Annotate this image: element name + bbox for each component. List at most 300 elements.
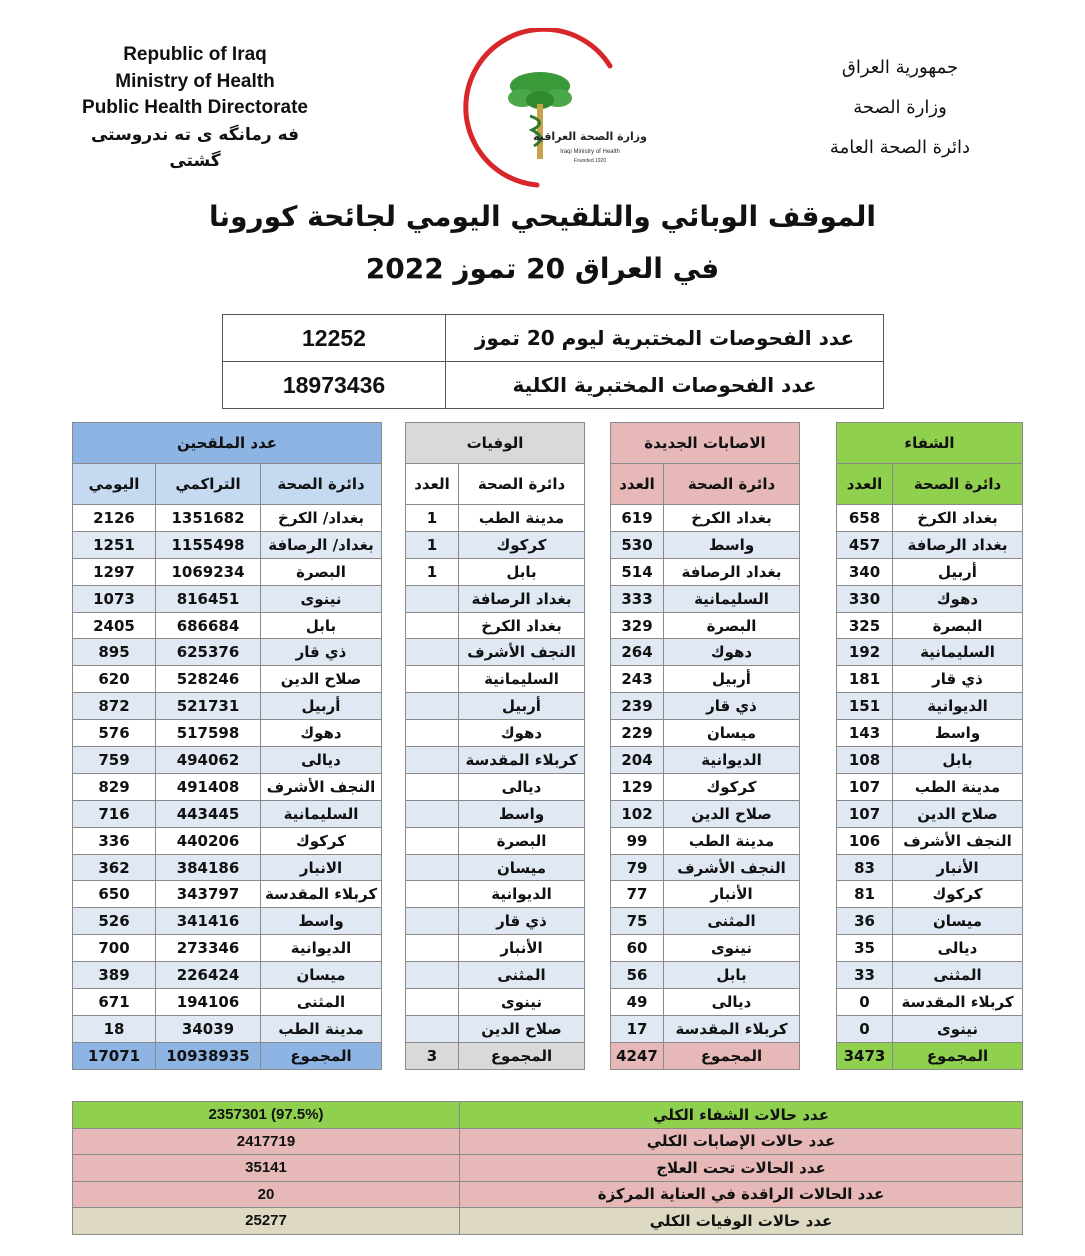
table-row [406, 558, 585, 585]
count-cell: 204 [611, 747, 664, 774]
count-cell: 229 [611, 720, 664, 747]
recovery-table [836, 422, 1023, 1070]
arabic-header [810, 48, 990, 168]
count-cell [406, 935, 459, 962]
dept-cell: واسط [893, 720, 1023, 747]
vaccinated-table [72, 422, 382, 1070]
dept-cell: نينوى [459, 989, 585, 1016]
count-cell: 1 [406, 505, 459, 532]
count-cell: 35 [837, 935, 893, 962]
col-cumulative: التراكمي [156, 464, 261, 505]
count-cell [406, 747, 459, 774]
summary-table [72, 1101, 1023, 1235]
daily-cell: 829 [73, 773, 156, 800]
dept-cell: المثنى [664, 908, 800, 935]
dept-cell: ذي قار [261, 639, 382, 666]
count-cell [406, 585, 459, 612]
page-subtitle: في العراق 20 تموز 2022 [365, 252, 720, 285]
summary-value: 35141 [73, 1155, 460, 1182]
dept-cell: مدينة الطب [261, 1015, 382, 1042]
lab-tests-table [222, 314, 884, 409]
dept-cell: الديوانية [261, 935, 382, 962]
english-header-line: Public Health Directorate [82, 97, 308, 118]
dept-cell: مدينة الطب [459, 505, 585, 532]
summary-label: عدد حالات الشفاء الكلي [460, 1102, 1023, 1129]
table-row [406, 720, 585, 747]
dept-cell: المثنى [459, 962, 585, 989]
cumulative-cell: 384186 [156, 854, 261, 881]
dept-cell: بابل [459, 558, 585, 585]
col-count: العدد [406, 464, 459, 505]
dept-cell: واسط [459, 800, 585, 827]
table-row [837, 666, 1023, 693]
table-row [837, 612, 1023, 639]
dept-cell: صلاح الدين [893, 800, 1023, 827]
table-row [837, 962, 1023, 989]
table-row [837, 854, 1023, 881]
count-cell: 0 [837, 1015, 893, 1042]
total-label: المجموع [893, 1042, 1023, 1069]
dept-cell: النجف الأشرف [459, 639, 585, 666]
table-row [406, 639, 585, 666]
table-row [611, 881, 800, 908]
dept-cell: السليمانية [664, 585, 800, 612]
table-row [837, 639, 1023, 666]
table-row [611, 800, 800, 827]
dept-cell: ميسان [261, 962, 382, 989]
table-row [837, 558, 1023, 585]
table-row [406, 773, 585, 800]
summary-value: 2357301 (97.5%) [73, 1102, 460, 1129]
table-row [406, 881, 585, 908]
arabic-header-line: وزارة الصحة [853, 97, 947, 118]
total-label: المجموع [664, 1042, 800, 1069]
total-label: المجموع [261, 1042, 382, 1069]
english-header-line: Ministry of Health [115, 70, 275, 92]
count-cell [406, 800, 459, 827]
count-cell: 49 [611, 989, 664, 1016]
count-cell: 239 [611, 693, 664, 720]
count-cell: 108 [837, 747, 893, 774]
dept-cell: ديالى [893, 935, 1023, 962]
dept-cell: كربلاء المقدسة [893, 989, 1023, 1016]
count-cell: 81 [837, 881, 893, 908]
summary-row [73, 1181, 1023, 1208]
cumulative-cell: 341416 [156, 908, 261, 935]
table-row [73, 747, 382, 774]
table-row [611, 1015, 800, 1042]
summary-label: عدد حالات الوفيات الكلي [460, 1208, 1023, 1235]
summary-value: 25277 [73, 1208, 460, 1235]
table-row [837, 1015, 1023, 1042]
table-row [611, 639, 800, 666]
count-cell: 129 [611, 773, 664, 800]
count-cell: 106 [837, 827, 893, 854]
dept-cell: النجف الأشرف [261, 773, 382, 800]
daily-cell: 1073 [73, 585, 156, 612]
count-cell [406, 854, 459, 881]
table-row [837, 881, 1023, 908]
summary-label: عدد الحالات تحت العلاج [460, 1155, 1023, 1182]
dept-cell: أربيل [664, 666, 800, 693]
count-cell: 329 [611, 612, 664, 639]
cumulative-cell: 816451 [156, 585, 261, 612]
col-count: العدد [837, 464, 893, 505]
table-row [611, 720, 800, 747]
table-row [73, 800, 382, 827]
dept-cell: ديالى [664, 989, 800, 1016]
col-daily: اليومي [73, 464, 156, 505]
table-row [837, 935, 1023, 962]
count-cell: 36 [837, 908, 893, 935]
summary-row [73, 1208, 1023, 1235]
dept-cell: السليمانية [893, 639, 1023, 666]
table-row [73, 585, 382, 612]
count-cell: 243 [611, 666, 664, 693]
dept-cell: كركوك [459, 531, 585, 558]
daily-cell: 716 [73, 800, 156, 827]
dept-cell: ميسان [664, 720, 800, 747]
table-row [611, 854, 800, 881]
table-row [611, 505, 800, 532]
dept-cell: بغداد الرصافة [664, 558, 800, 585]
count-cell: 330 [837, 585, 893, 612]
table-row [837, 747, 1023, 774]
dept-cell: النجف الأشرف [664, 854, 800, 881]
count-cell: 658 [837, 505, 893, 532]
table-row [837, 693, 1023, 720]
table-row [406, 693, 585, 720]
summary-value: 20 [73, 1181, 460, 1208]
deaths-table [405, 422, 585, 1070]
dept-cell: ميسان [459, 854, 585, 881]
dept-cell: بغداد الرصافة [459, 585, 585, 612]
cumulative-cell: 194106 [156, 989, 261, 1016]
count-cell: 333 [611, 585, 664, 612]
total-tests-row [223, 362, 884, 409]
cumulative-cell: 521731 [156, 693, 261, 720]
cumulative-cell: 494062 [156, 747, 261, 774]
dept-cell: صلاح الدين [459, 1015, 585, 1042]
col-dept: دائرة الصحة [459, 464, 585, 505]
col-dept: دائرة الصحة [664, 464, 800, 505]
count-cell: 0 [837, 989, 893, 1016]
ministry-logo [462, 28, 647, 188]
table-row [406, 612, 585, 639]
table-row [611, 773, 800, 800]
dept-cell: بغداد/ الرصافة [261, 531, 382, 558]
dept-cell: كربلاء المقدسة [664, 1015, 800, 1042]
summary-row [73, 1155, 1023, 1182]
summary-row [73, 1128, 1023, 1155]
total-label: المجموع [459, 1042, 585, 1069]
count-cell [406, 1015, 459, 1042]
total-daily: 17071 [73, 1042, 156, 1069]
dept-cell: الأنبار [459, 935, 585, 962]
count-cell: 1 [406, 558, 459, 585]
table-row [406, 585, 585, 612]
dept-cell: البصرة [459, 827, 585, 854]
daily-cell: 671 [73, 989, 156, 1016]
kurdish-header-line: فه رمانگه ی ته ندروستی گشتی [90, 124, 300, 171]
table-row [73, 908, 382, 935]
count-cell: 457 [837, 531, 893, 558]
daily-cell: 895 [73, 639, 156, 666]
arabic-header-line: دائرة الصحة العامة [829, 137, 971, 158]
table-row [611, 935, 800, 962]
table-row [611, 666, 800, 693]
count-cell [406, 827, 459, 854]
daily-cell: 620 [73, 666, 156, 693]
dept-cell: صلاح الدين [261, 666, 382, 693]
count-cell: 181 [837, 666, 893, 693]
table-row [611, 558, 800, 585]
summary-label: عدد حالات الإصابات الكلي [460, 1128, 1023, 1155]
logo-text-en: Iraqi Ministry of Health [560, 149, 620, 155]
cumulative-cell: 491408 [156, 773, 261, 800]
table-row [611, 962, 800, 989]
dept-cell: نينوى [893, 1015, 1023, 1042]
new-cases-table [610, 422, 800, 1070]
dept-cell: ذي قار [459, 908, 585, 935]
recovery-title: الشفاء [837, 423, 1023, 464]
dept-cell: دهوك [459, 720, 585, 747]
dept-cell: ديالى [459, 773, 585, 800]
count-cell: 264 [611, 639, 664, 666]
table-row [837, 531, 1023, 558]
summary-value: 2417719 [73, 1128, 460, 1155]
dept-cell: نينوى [664, 935, 800, 962]
count-cell [406, 881, 459, 908]
table-row [611, 827, 800, 854]
logo-text: وزارة الصحة العراقية [533, 130, 647, 143]
dept-cell: ذي قار [664, 693, 800, 720]
table-row [611, 693, 800, 720]
count-cell: 83 [837, 854, 893, 881]
daily-cell: 872 [73, 693, 156, 720]
total-cumulative: 10938935 [156, 1042, 261, 1069]
table-row [73, 720, 382, 747]
table-row [73, 989, 382, 1016]
dept-cell: مدينة الطب [893, 773, 1023, 800]
daily-tests-label: عدد الفحوصات المختبرية ليوم 20 تموز [446, 315, 884, 362]
table-row [611, 531, 800, 558]
dept-cell: المثنى [261, 989, 382, 1016]
daily-cell: 526 [73, 908, 156, 935]
table-row [611, 585, 800, 612]
english-header [70, 42, 320, 175]
dept-cell: أربيل [893, 558, 1023, 585]
table-row [406, 666, 585, 693]
table-row [73, 531, 382, 558]
dept-cell: البصرة [893, 612, 1023, 639]
table-row [406, 505, 585, 532]
dept-cell: كربلاء المقدسة [261, 881, 382, 908]
cumulative-cell: 443445 [156, 800, 261, 827]
daily-cell: 650 [73, 881, 156, 908]
count-cell: 1 [406, 531, 459, 558]
table-row [837, 585, 1023, 612]
dept-cell: بغداد الكرخ [459, 612, 585, 639]
total-cases: 4247 [611, 1042, 664, 1069]
table-row [406, 908, 585, 935]
count-cell: 56 [611, 962, 664, 989]
table-row [837, 908, 1023, 935]
dept-cell: نينوى [261, 585, 382, 612]
cumulative-cell: 625376 [156, 639, 261, 666]
table-row [73, 612, 382, 639]
table-row [73, 854, 382, 881]
count-cell: 79 [611, 854, 664, 881]
total-recovery: 3473 [837, 1042, 893, 1069]
table-row [611, 747, 800, 774]
table-row [837, 989, 1023, 1016]
dept-cell: ميسان [893, 908, 1023, 935]
count-cell: 60 [611, 935, 664, 962]
summary-row [73, 1102, 1023, 1129]
table-row [406, 1015, 585, 1042]
table-row [837, 720, 1023, 747]
table-row [73, 558, 382, 585]
count-cell [406, 773, 459, 800]
dept-cell: أربيل [261, 693, 382, 720]
daily-cell: 389 [73, 962, 156, 989]
daily-cell: 336 [73, 827, 156, 854]
daily-cell: 759 [73, 747, 156, 774]
count-cell: 102 [611, 800, 664, 827]
arabic-header-line: جمهورية العراق [841, 57, 959, 78]
col-dept: دائرة الصحة [893, 464, 1023, 505]
total-tests-label: عدد الفحوصات المختبرية الكلية [446, 362, 884, 409]
daily-cell: 1251 [73, 531, 156, 558]
table-row [73, 693, 382, 720]
dept-cell: بابل [893, 747, 1023, 774]
cumulative-cell: 1351682 [156, 505, 261, 532]
cumulative-cell: 34039 [156, 1015, 261, 1042]
dept-cell: كركوك [261, 827, 382, 854]
count-cell [406, 693, 459, 720]
daily-cell: 700 [73, 935, 156, 962]
dept-cell: الديوانية [893, 693, 1023, 720]
table-row [73, 639, 382, 666]
table-row [837, 773, 1023, 800]
dept-cell: واسط [664, 531, 800, 558]
cumulative-cell: 686684 [156, 612, 261, 639]
daily-cell: 2405 [73, 612, 156, 639]
count-cell: 530 [611, 531, 664, 558]
table-row [406, 827, 585, 854]
count-cell: 325 [837, 612, 893, 639]
dept-cell: بغداد الكرخ [893, 505, 1023, 532]
table-row [406, 935, 585, 962]
dept-cell: المثنى [893, 962, 1023, 989]
dept-cell: الأنبار [893, 854, 1023, 881]
daily-cell: 576 [73, 720, 156, 747]
cumulative-cell: 517598 [156, 720, 261, 747]
count-cell: 340 [837, 558, 893, 585]
vaccinated-title: عدد الملقحين [73, 423, 382, 464]
dept-cell: الانبار [261, 854, 382, 881]
dept-cell: صلاح الدين [664, 800, 800, 827]
daily-cell: 2126 [73, 505, 156, 532]
cumulative-cell: 528246 [156, 666, 261, 693]
table-row [73, 827, 382, 854]
count-cell: 143 [837, 720, 893, 747]
table-row [406, 854, 585, 881]
count-cell: 99 [611, 827, 664, 854]
col-dept: دائرة الصحة [261, 464, 382, 505]
daily-cell: 18 [73, 1015, 156, 1042]
table-row [406, 800, 585, 827]
count-cell [406, 612, 459, 639]
dept-cell: ذي قار [893, 666, 1023, 693]
dept-cell: دهوك [893, 585, 1023, 612]
table-row [611, 989, 800, 1016]
dept-cell: واسط [261, 908, 382, 935]
table-row [406, 989, 585, 1016]
table-row [611, 908, 800, 935]
dept-cell: البصرة [261, 558, 382, 585]
count-cell: 33 [837, 962, 893, 989]
count-cell: 514 [611, 558, 664, 585]
dept-cell: الديوانية [664, 747, 800, 774]
table-row [73, 773, 382, 800]
table-row [837, 827, 1023, 854]
dept-cell: البصرة [664, 612, 800, 639]
dept-cell: كركوك [664, 773, 800, 800]
count-cell: 107 [837, 800, 893, 827]
table-row [406, 531, 585, 558]
table-row [406, 747, 585, 774]
table-row [406, 962, 585, 989]
table-row [837, 800, 1023, 827]
count-cell: 192 [837, 639, 893, 666]
count-cell [406, 989, 459, 1016]
count-cell [406, 962, 459, 989]
dept-cell: دهوك [664, 639, 800, 666]
table-row [73, 666, 382, 693]
dept-cell: بغداد/ الكرخ [261, 505, 382, 532]
dept-cell: دهوك [261, 720, 382, 747]
dept-cell: بابل [261, 612, 382, 639]
dept-cell: أربيل [459, 693, 585, 720]
logo-founded: Founded 1920 [573, 158, 607, 164]
table-row [837, 505, 1023, 532]
cumulative-cell: 440206 [156, 827, 261, 854]
total-deaths: 3 [406, 1042, 459, 1069]
cumulative-cell: 343797 [156, 881, 261, 908]
table-row [73, 505, 382, 532]
deaths-title: الوفيات [406, 423, 585, 464]
daily-cell: 1297 [73, 558, 156, 585]
count-cell: 619 [611, 505, 664, 532]
dept-cell: مدينة الطب [664, 827, 800, 854]
count-cell: 17 [611, 1015, 664, 1042]
dept-cell: النجف الأشرف [893, 827, 1023, 854]
dept-cell: السليمانية [459, 666, 585, 693]
dept-cell: ديالى [261, 747, 382, 774]
dept-cell: بغداد الكرخ [664, 505, 800, 532]
table-row [73, 962, 382, 989]
count-cell: 77 [611, 881, 664, 908]
daily-tests-value: 12252 [223, 315, 446, 362]
cases-title: الاصابات الجديدة [611, 423, 800, 464]
count-cell [406, 908, 459, 935]
page-title: الموقف الوبائي والتلقيحي اليومي لجائحة كورونا [209, 200, 876, 233]
count-cell [406, 639, 459, 666]
dept-cell: الأنبار [664, 881, 800, 908]
dept-cell: كركوك [893, 881, 1023, 908]
